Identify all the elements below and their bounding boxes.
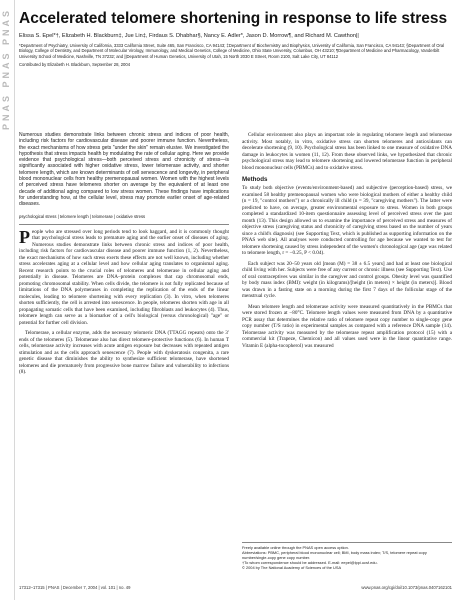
intro-paragraph-2: Telomerase, a cellular enzyme, adds the necessary telomeric DNA (TTAGG repeats) onto the 3′ ends of the telomeres (5). Telomerase also has direct telomere-protective functions (6). In human T cells, telomerase activity increases with acute antigen exposure but decreases with repeated antigen stimulation and as the cells approach senescence (7). People with dyskeratosis congenita, a rare genetic disease that diminishes the ability to synthesize sufficient telomerase, have shortened telomeres and die prematurely from progressive bone marrow failure and vulnerability to infections (8). [19,330,229,376]
intro-paragraph-3: Cellular environment also plays an important role in regulating telomere length and telomerase activity. Most notably, in vitro, oxidative stress can shorten telomeres and antioxidants can decelerate shortening (9, 10). Psychological stress has been linked to one measure of oxidative DNA damage in leukocytes in women (11, 12). From these observed links, we hypothesized that chronic psychological stress may lead to telomere shortening and lowered telomerase function in peripheral blood mononuclear cells (PBMCs) and to oxidative stress. [242,132,452,171]
right-column [242,132,452,353]
article-title: Accelerated telomere shortening in response to life stress [19,10,448,27]
footnote-correspondence: †To whom correspondence should be addressed. E-mail: eepel@lppi.ucsf.edu. [242,560,378,565]
intro-paragraph-1-text: eople who are stressed over long periods tend to look haggard, and it is commonly thought that psychological stress leads to premature aging and the earlier onset of diseases of aging. Numerous studies demonstrate links between chronic stress and indices of poor health, including risk factors for cardiovascular disease and poorer immune function (1, 2). Nevertheless, the exact mechanisms of how such stress exerts these effects are not well known, including whether stress accelerates aging at a cellular level and how cellular aging translates to organismal aging. Recent research points to the crucial roles of telomeres and telomerase in cellular aging and potentially in disease. Telomeres are DNA–protein complexes that cap chromosomal ends, promoting chromosomal stability. When cells divide, the telomere is not fully replicated because of limitations of the DNA polymerases in completing the replication of the ends of the linear molecules, leading to telomere shortening with every replication (3). In vitro, when telomeres shorten sufficiently, the cell is arrested into senescence. In people, telomeres shorten with age in all propagating somatic cells that have been examined, including fibroblasts and leukocytes (4). Thus, telomere length can serve as a biomarker of a cell's biological (versus chronological) "age" or potential for further cell division. [19,228,229,326]
footer-doi-link[interactable]: www.pnas.org/cgi/doi/10.1073/pnas.0407162101 [361,585,452,590]
methods-paragraph-1: To study both objective (events/environment-based) and subjective (perception-based) stress, we examined 58 healthy premenopausal women who were biological mothers of either a healthy child (n = 19, "control mothers") or a chronically ill child (n = 39, "caregiving mothers"). The latter were predicted to have, on average, greater environmental exposure to stress. Women in both groups completed a standardized 10-item questionnaire assessing level of perceived stress over the past month (13). This design allowed us to examine the importance of perceived stress and measures of objective stress (caregiving status and chronicity of caregiving stress based on the number of years since a child's diagnosis) (see Supporting Text, which is published as supporting information on the PNAS web site). All analyses were conducted controlling for age because we wanted to test for telomere shortening caused by stress independent of the women's chronological age (age was related to telomere length, r = −0.25, P < 0.04). [242,185,452,256]
abstract-divider [19,224,229,225]
keywords: psychological stress | telomere length | telomerase | oxidative stress [19,213,146,219]
footnotes [242,542,452,570]
abstract: Numerous studies demonstrate links between chronic stress and indices of poor health, including risk factors for cardiovascular disease and poorer immune function. Nevertheless, the exact mechanisms of how stress gets "under the skin" remain elusive. We investigated the hypothesis that stress impacts health by modulating the rate of cellular aging. Here we provide evidence that psychological stress—both perceived stress and chronicity of stress—is significantly associated with higher oxidative stress, lower telomerase activity, and shorter telomere length, which are known determinants of cell senescence and longevity, in peripheral blood mononuclear cells from healthy premenopausal women. Women with the highest levels of perceived stress have telomeres shorter on average by the equivalent of at least one decade of additional aging compared to low stress women. These findings have implications for understanding how, at the cellular level, stress may promote earlier onset of age-related diseases. [19,132,229,208]
contributed-by: Contributed by Elizabeth H. Blackburn, September 28, 2004 [19,62,131,68]
drop-cap: P [19,226,30,247]
author-list: Elissa S. Epel*†, Elizabeth H. Blackburn‡, Jue Lin‡, Firdaus S. Dhabhar§, Nancy E. Adler*, Jason D. Morrow¶, and Richard M. Cawthon|| [19,33,359,39]
footnote-copyright: © 2004 by The National Academy of Sciences of the USA [242,565,342,570]
methods-paragraph-3: Mean telomere length and telomerase activity were measured quantitatively in the PBMCs that were stored frozen at −80°C. Telomere length values were measured from DNA by a quantitative PCR assay that determines the relative ratio of telomere repeat copy number to single-copy gene copy number (T/S ratio) in experimental samples as compared with a reference DNA sample (14). Telomerase activity was measured by the telomerase repeat amplification protocol (15) with a commercial kit (Trapeze, Chemicon) and all values used were in the linear quantitative range. Vitamin E (alpha-tocopherol) was measured [242,303,452,349]
journal-sidebar [0,0,15,600]
methods-heading: Methods [242,176,268,183]
methods-paragraph-2: Each subject was 20–50 years old [mean (M) = 38 ± 6.5 years] and had at least one biological child living with her. Subjects were free of any current or chronic illness (see Supporting Text). Use of oral contraceptives was similar in the caregiver and control groups. Obesity level was quantified by body mass index (BMI): weight (in kilograms)/[height (in meters) × height (in meters)]. Blood was drawn in a fasting state on a morning during the first 7 days of the follicular stage of the menstrual cycle. [242,260,452,299]
left-column [19,132,229,380]
article-page [19,6,452,376]
page-footer [19,585,452,590]
intro-paragraph-1 [19,226,229,327]
footnote-open-access: Freely available online through the PNAS open access option. [242,545,349,550]
journal-sidebar-text: PNAS PNAS PNAS [1,8,11,131]
footnote-abbreviations: Abbreviations: PBMC, peripheral blood mononuclear cell; BMI, body mass index; T/S, telomere repeat copy number/single-copy gene copy number. [242,550,427,560]
affiliations: *Department of Psychiatry, University of California, 3333 California Street, Suite 465, San Francisco, CA 94143; ‡Department of Biochemistry and Biophysics, University of California, San Francisco, CA 94143; §Department of Oral Biology, College of Dentistry, and Department of Molecular Virology, Immunology, and Medical Genetics, College of Medicine, Ohio State University, Columbus, OH 43210; ¶Department of Medicine and Pharmacology, Vanderbilt University School of Medicine, Nashville, TN 37232; and ||Department of Human Genetics, University of Utah, 15 North 2030 E Street, Room 2100, Salt Lake City, UT 84112 [19,43,445,59]
footer-citation: 17312–17315 | PNAS | December 7, 2004 | vol. 101 | no. 49 [19,585,131,590]
